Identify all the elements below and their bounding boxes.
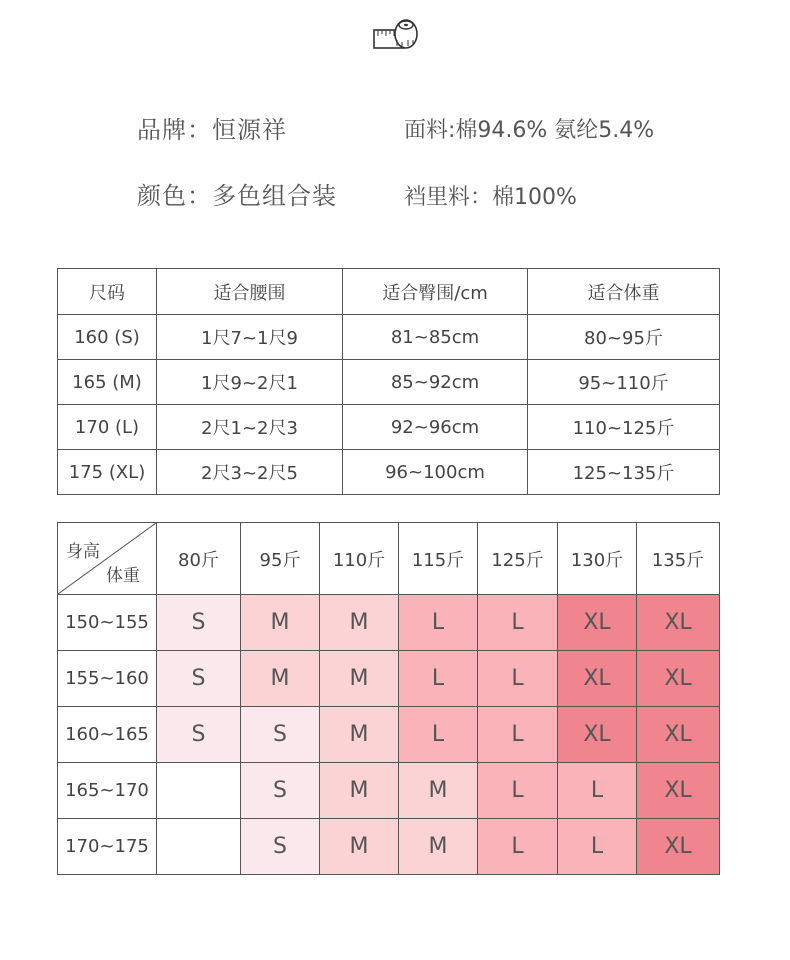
cell-size: 170 (L) — [58, 405, 157, 450]
header-hip: 适合臀围/cm — [343, 269, 528, 315]
table-row — [58, 595, 720, 651]
corner-label-height: 身高 — [66, 542, 100, 562]
size-cell — [157, 819, 241, 875]
cell-hip: 81~85cm — [343, 315, 528, 360]
cell-weight: 125~135斤 — [528, 450, 720, 495]
size-cell: XL — [637, 819, 720, 875]
size-cell: L — [399, 707, 478, 763]
height-label: 155~160 — [58, 651, 157, 707]
size-cell: M — [241, 651, 320, 707]
cell-weight: 95~110斤 — [528, 360, 720, 405]
size-cell: M — [320, 819, 399, 875]
fit-table-header-row — [58, 523, 720, 595]
height-label: 160~165 — [58, 707, 157, 763]
size-cell: L — [478, 651, 558, 707]
cell-weight: 80~95斤 — [528, 315, 720, 360]
header-weight: 适合体重 — [528, 269, 720, 315]
weight-header: 135斤 — [637, 523, 720, 595]
color-text: 颜色：多色组合装 — [137, 182, 337, 210]
size-cell: XL — [637, 707, 720, 763]
size-cell: L — [478, 707, 558, 763]
weight-header: 115斤 — [399, 523, 478, 595]
size-cell: S — [241, 763, 320, 819]
header-waist: 适合腰围 — [157, 269, 343, 315]
cell-waist: 2尺3~2尺5 — [157, 450, 343, 495]
size-cell: S — [157, 707, 241, 763]
cell-weight: 110~125斤 — [528, 405, 720, 450]
size-cell: L — [478, 819, 558, 875]
table-row — [58, 360, 720, 405]
cell-hip: 85~92cm — [343, 360, 528, 405]
size-cell: M — [320, 707, 399, 763]
brand-text: 品牌：恒源祥 — [137, 116, 287, 144]
weight-header: 80斤 — [157, 523, 241, 595]
size-cell: M — [320, 763, 399, 819]
size-table — [57, 268, 720, 495]
table-row — [58, 763, 720, 819]
size-cell — [157, 763, 241, 819]
size-cell: M — [399, 819, 478, 875]
cell-waist: 1尺9~2尺1 — [157, 360, 343, 405]
cell-waist: 2尺1~2尺3 — [157, 405, 343, 450]
fit-table — [57, 522, 720, 875]
height-label: 150~155 — [58, 595, 157, 651]
size-cell: S — [157, 595, 241, 651]
size-cell: XL — [558, 595, 637, 651]
size-cell: XL — [558, 707, 637, 763]
weight-header: 125斤 — [478, 523, 558, 595]
size-cell: XL — [637, 595, 720, 651]
size-cell: L — [478, 763, 558, 819]
weight-header: 110斤 — [320, 523, 399, 595]
size-cell: L — [399, 595, 478, 651]
table-row — [58, 651, 720, 707]
table-row — [58, 707, 720, 763]
size-cell: L — [478, 595, 558, 651]
size-cell: M — [399, 763, 478, 819]
size-table-header-row — [58, 269, 720, 315]
size-cell: M — [320, 651, 399, 707]
table-row — [58, 405, 720, 450]
size-cell: L — [558, 763, 637, 819]
size-cell: M — [320, 595, 399, 651]
cell-size: 160 (S) — [58, 315, 157, 360]
header-size: 尺码 — [58, 269, 157, 315]
size-cell: S — [241, 707, 320, 763]
corner-label-weight: 体重 — [106, 566, 140, 586]
size-cell: M — [241, 595, 320, 651]
table-row — [58, 819, 720, 875]
table-row — [58, 315, 720, 360]
cell-size: 165 (M) — [58, 360, 157, 405]
fabric-text: 面料:棉94.6% 氨纶5.4% — [404, 118, 655, 143]
size-cell: XL — [558, 651, 637, 707]
size-cell: L — [558, 819, 637, 875]
measuring-tape-icon — [372, 16, 420, 52]
size-cell: L — [399, 651, 478, 707]
weight-header: 130斤 — [558, 523, 637, 595]
size-cell: S — [157, 651, 241, 707]
weight-header: 95斤 — [241, 523, 320, 595]
cell-hip: 92~96cm — [343, 405, 528, 450]
size-cell: XL — [637, 763, 720, 819]
lining-text: 裆里料：棉100% — [404, 185, 577, 210]
size-cell: XL — [637, 651, 720, 707]
height-label: 165~170 — [58, 763, 157, 819]
table-row — [58, 450, 720, 495]
cell-waist: 1尺7~1尺9 — [157, 315, 343, 360]
height-label: 170~175 — [58, 819, 157, 875]
size-cell: S — [241, 819, 320, 875]
corner-cell — [58, 523, 157, 595]
cell-size: 175 (XL) — [58, 450, 157, 495]
cell-hip: 96~100cm — [343, 450, 528, 495]
